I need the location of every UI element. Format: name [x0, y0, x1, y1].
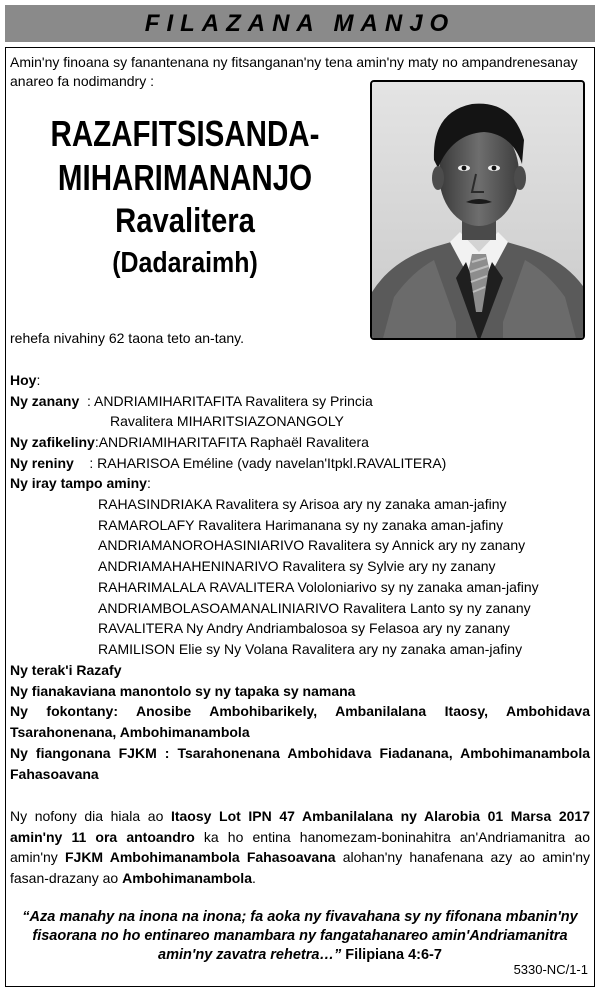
children-line2: Ravalitera MIHARITSIAZONANGOLY: [110, 413, 344, 429]
deceased-name-block: [15, 112, 355, 282]
fiangonana-line: Ny fiangonana FJKM : Tsarahonenana Ambohidava Fiadanana, Ambohimanambola Fahasoavana: [10, 745, 590, 782]
mother-label: Ny reniny: [10, 455, 74, 471]
list-item: ANDRIAMANOROHASINIARIVO Ravalitera sy Annick ary ny zanany: [98, 537, 526, 554]
burial-place: Itaosy Lot IPN 47 Ambanilalana ny Alarobia 01 Marsa 2017 amin'ny 11 ora antoandro: [10, 808, 590, 845]
children-text: : ANDRIAMIHARITAFITA Ravalitera sy Princia: [87, 393, 373, 409]
burial-text-2: ka ho entina hanomezam-boninahitra an'Andriamanitra ao amin'ny: [10, 828, 590, 866]
notice-header: [5, 5, 595, 42]
list-item: ANDRIAMAHAHENINARIVO Ravalitera sy Sylvie ary ny zanany: [98, 558, 496, 575]
list-item: RAMILISON Elie sy Ny Volana Ravalitera ary ny zanaka aman-jafiny: [98, 640, 523, 657]
deceased-name-line1: RAZAFITSISANDA-: [50, 113, 320, 154]
deceased-surname: Ravalitera: [115, 202, 255, 240]
deceased-nickname: (Dadaraimh): [112, 247, 258, 279]
list-item: ANDRIAMBOLASOAMANALINIARIVO Ravalitera Lanto sy ny zanany: [98, 599, 531, 616]
age-text: rehefa nivahiny 62 taona teto an-tany.: [10, 330, 245, 346]
terak-line: Ny terak'i Razafy: [10, 662, 122, 678]
hoy-colon: :: [36, 372, 41, 388]
siblings-colon: :: [146, 475, 151, 491]
mother-line: [10, 453, 446, 474]
hoy-label: Hoy: [10, 372, 37, 388]
list-item: RAVALITERA Ny Andry Andriambalosoa sy Felasoa ary ny zanany: [98, 620, 510, 637]
burial-text-1: Ny nofony dia hiala ao: [10, 808, 171, 824]
grandchildren-line: [10, 432, 369, 453]
burial-text-3: alohan'ny hanafenana azy ao amin'ny fasan-drazany ao: [10, 849, 591, 887]
portrait-photo-icon: [370, 80, 585, 340]
notice-title: FILAZANA MANJO: [144, 9, 456, 37]
burial-church: FJKM Ambohimanambola Fahasoavana: [64, 849, 336, 866]
burial-text-4: .: [251, 870, 256, 887]
burial-town: Ambohimanambola: [122, 870, 252, 887]
reference-code: 5330-NC/1-1: [513, 962, 588, 977]
list-item: RAHARIMALALA RAVALITERA Vololoniarivo sy ny zanaka aman-jafiny: [98, 578, 539, 595]
children-label: Ny zanany: [10, 393, 80, 409]
grandchildren-text: :ANDRIAMIHARITAFITA Raphaël Ravalitera: [94, 434, 369, 450]
quote-text: “Aza manahy na inona na inona; fa aoka ny fivavahana sy ny fifonana mbanin'ny fisaorana no ho entinareo manambara ny fangatahanareo amin'Andriamanitra amin'ny zavatra rehetra…”: [22, 909, 578, 963]
list-item: RAMAROLAFY Ravalitera Harimanana sy ny zanaka aman-jafiny: [98, 516, 504, 533]
burial-paragraph: [10, 806, 590, 889]
family-line: Ny fianakaviana manontolo sy ny tapaka sy namana: [10, 683, 356, 699]
fokontany-line: Ny fokontany: Anosibe Ambohibarikely, Ambanilalana Itaosy, Ambohidava Tsarahonenana, Ambohimanambola: [10, 703, 590, 740]
grandchildren-label: Ny zafikeliny: [10, 434, 95, 450]
siblings-label: Ny iray tampo aminy: [10, 475, 147, 491]
siblings-heading: [10, 473, 151, 494]
bible-quote: [20, 908, 580, 965]
list-item: RAHASINDRIAKA Ravalitera sy Arisoa ary ny zanaka aman-jafiny: [98, 496, 507, 512]
mother-text: : RAHARISOA Eméline (vady navelan'Itpkl.RAVALITERA): [89, 455, 447, 471]
quote-reference: Filipiana 4:6-7: [341, 947, 442, 963]
children-line: [10, 391, 373, 412]
intro-text: Amin'ny finoana sy fanantenana ny fitsanganan'ny tena amin'ny maty no ampandrenesanay anareo fa nodimandry :: [10, 54, 578, 89]
hoy-line: [10, 370, 40, 391]
siblings-list: [98, 494, 539, 660]
deceased-name-line2: MIHARIMANANJO: [57, 157, 313, 198]
